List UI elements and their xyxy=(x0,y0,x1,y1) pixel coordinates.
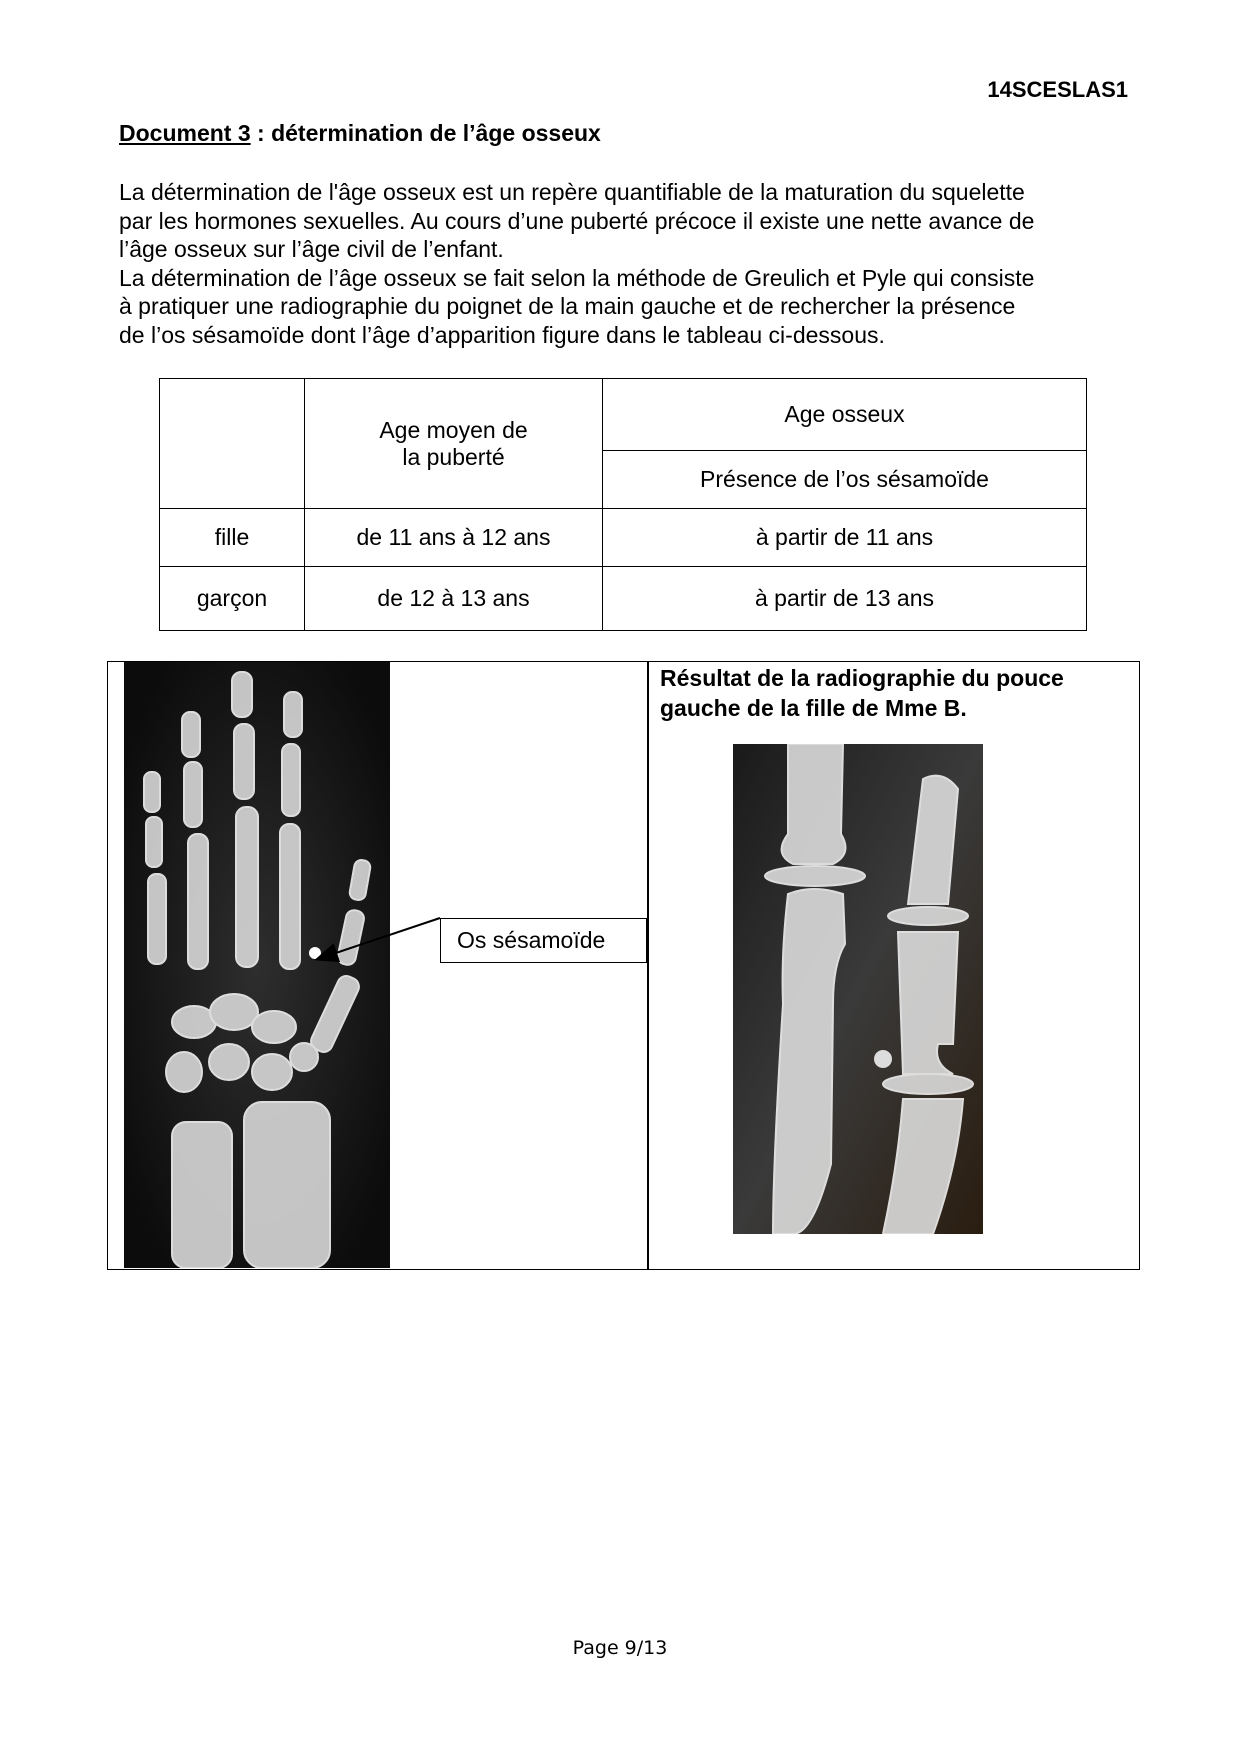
document-title-text: : détermination de l’âge osseux xyxy=(250,120,601,146)
paragraph-line: La détermination de l’âge osseux se fait selon la méthode de Greulich et Pyle qui consiste xyxy=(119,264,1035,291)
cell-bone-age: à partir de 13 ans xyxy=(603,567,1087,631)
page-number: Page 9/13 xyxy=(572,1637,668,1659)
table-row xyxy=(160,567,1087,631)
thumb-xray-image xyxy=(733,744,983,1234)
paragraph-line: par les hormones sexuelles. Au cours d’une puberté précoce il existe une nette avance de xyxy=(119,207,1035,234)
document-title xyxy=(119,120,601,147)
cell-puberty-age: de 12 à 13 ans xyxy=(305,567,603,631)
cell-sex: garçon xyxy=(160,567,305,631)
paragraph-line: La détermination de l'âge osseux est un repère quantifiable de la maturation du squelette xyxy=(119,179,1025,205)
header-bone-age: Age osseux xyxy=(603,379,1087,451)
result-title-line: Résultat de la radiographie du pouce xyxy=(660,665,1064,691)
paragraph-line: à pratiquer une radiographie du poignet de la main gauche et de rechercher la présence xyxy=(119,293,1016,320)
bone-age-table xyxy=(159,378,1087,631)
cell-puberty-age: de 11 ans à 12 ans xyxy=(305,509,603,567)
page-code: 14SCESLAS1 xyxy=(987,77,1128,102)
table-row xyxy=(160,509,1087,567)
paragraph-line: l’âge osseux sur l’âge civil de l’enfant. xyxy=(119,236,504,263)
intro-paragraph xyxy=(119,178,1139,350)
subheader-sesamoid: Présence de l’os sésamoïde xyxy=(603,451,1087,509)
document-number: Document 3 xyxy=(119,120,251,146)
table-corner-cell xyxy=(160,379,305,509)
callout-arrow xyxy=(108,662,648,1062)
result-title xyxy=(660,663,1130,723)
header-line: Age moyen de xyxy=(379,416,528,443)
sesamoid-label: Os sésamoïde xyxy=(440,918,647,963)
result-title-line: gauche de la fille de Mme B. xyxy=(660,695,967,721)
paragraph-line: de l’os sésamoïde dont l’âge d’apparition figure dans le tableau ci-dessous. xyxy=(119,321,885,348)
header-line: la puberté xyxy=(402,443,505,470)
header-puberty-age xyxy=(305,379,603,509)
cell-bone-age: à partir de 11 ans xyxy=(603,509,1087,567)
cell-sex: fille xyxy=(160,509,305,567)
radiography-figure xyxy=(107,661,1140,1270)
